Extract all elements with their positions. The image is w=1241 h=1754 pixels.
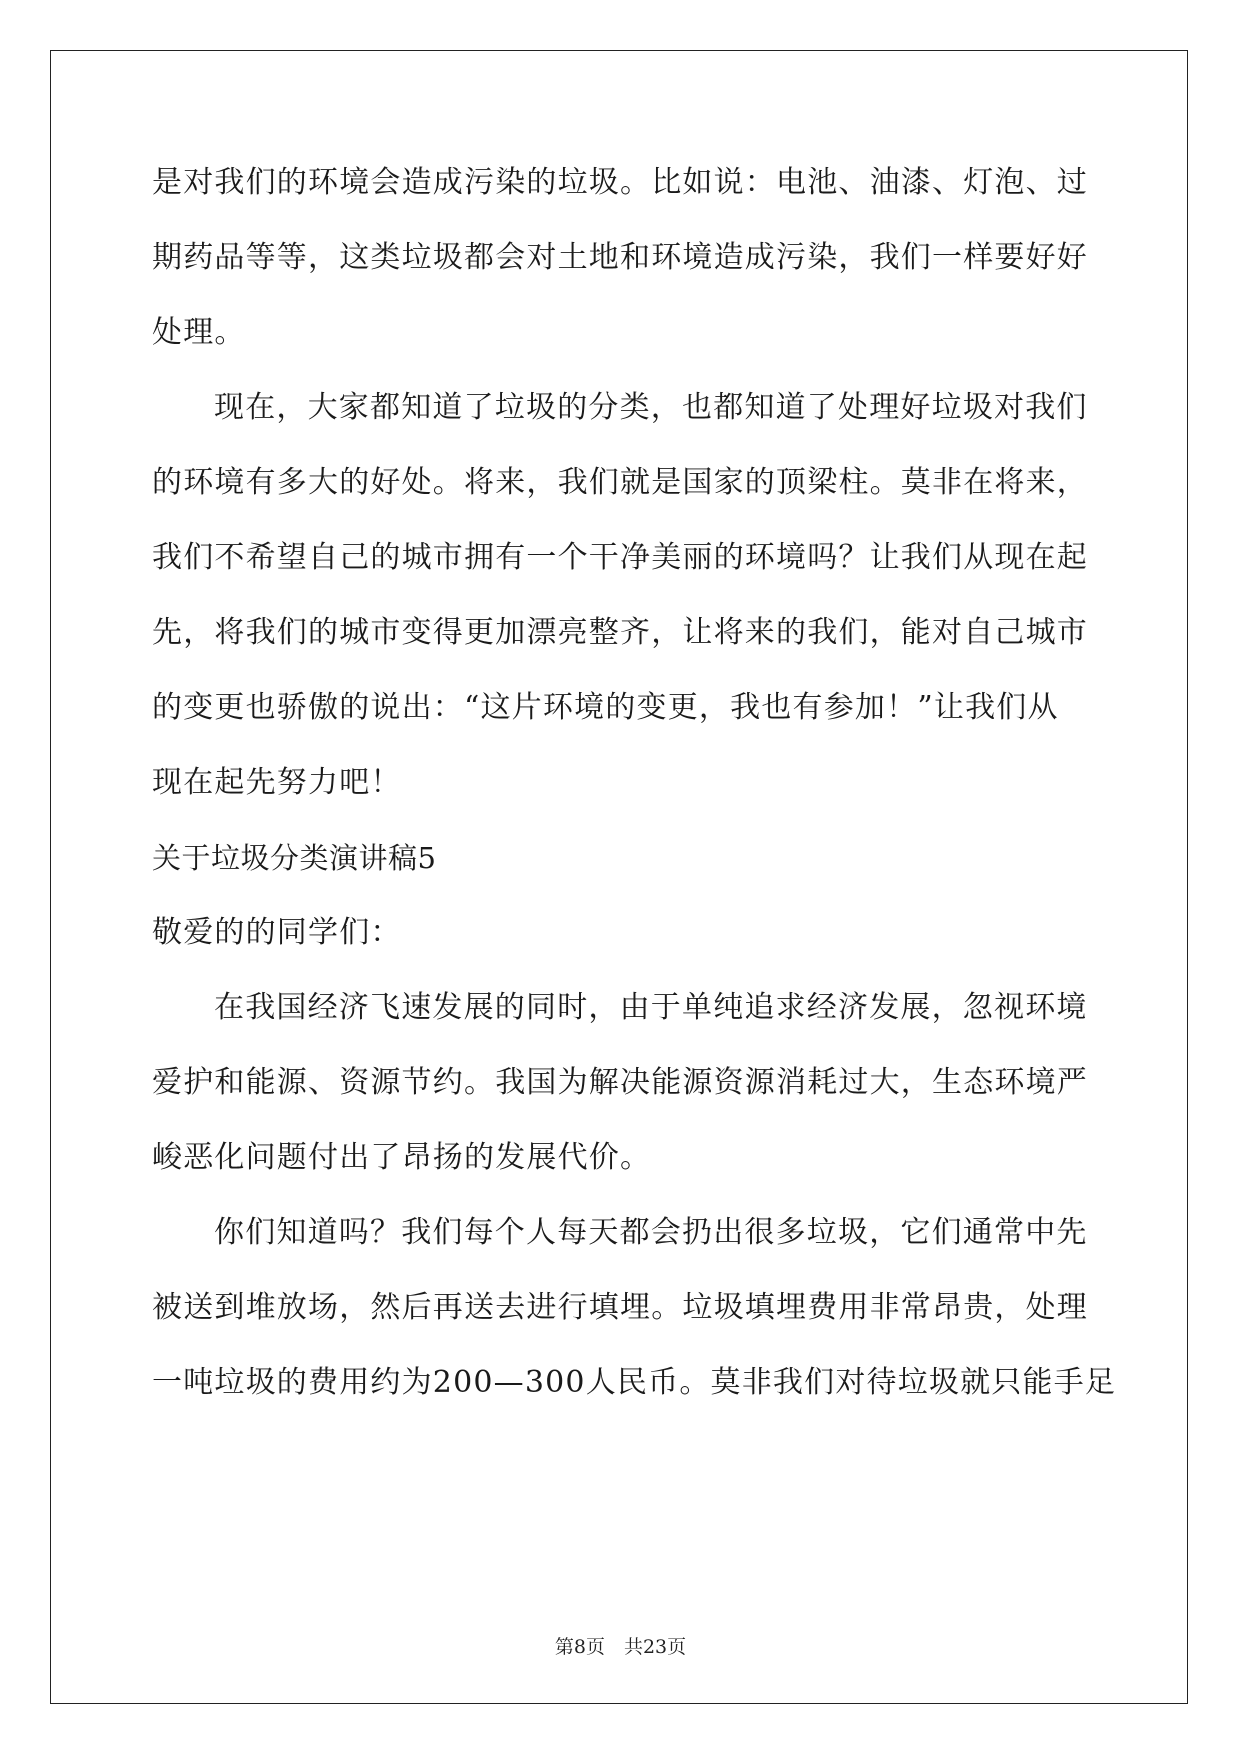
text-line: 你们知道吗？我们每个人每天都会扔出很多垃圾，它们通常中先 [214,1215,1088,1250]
text-line: 先，将我们的城市变得更加漂亮整齐，让将来的我们，能对自己城市 [152,615,1088,650]
text-line: 现在起先努力吧！ [152,765,402,800]
text-line: 现在，大家都知道了垃圾的分类，也都知道了处理好垃圾对我们 [214,390,1088,425]
text-line: 是对我们的环境会造成污染的垃圾。比如说：电池、油漆、灯泡、过 [152,165,1088,200]
page-number-footer: 第8页 共23页 [554,1636,687,1658]
salutation: 敬爱的的同学们： [152,915,402,950]
text-line: 的变更也骄傲的说出：“这片环境的变更，我也有参加！”让我们从 [152,690,1059,725]
text-line: 我们不希望自己的城市拥有一个干净美丽的环境吗？让我们从现在起 [152,540,1088,575]
text-line: 被送到堆放场，然后再送去进行填埋。垃圾填埋费用非常昂贵，处理 [152,1290,1088,1325]
text-line: 期药品等等，这类垃圾都会对土地和环境造成污染，我们一样要好好 [152,240,1088,275]
text-line: 的环境有多大的好处。将来，我们就是国家的顶梁柱。莫非在将来， [152,465,1088,500]
text-line: 处理。 [152,315,246,350]
section-heading: 关于垃圾分类演讲稿5 [152,841,437,875]
document-body [152,158,1117,1433]
text-line: 爱护和能源、资源节约。我国为解决能源资源消耗过大，生态环境严 [152,1065,1088,1100]
text-line: 在我国经济飞速发展的同时，由于单纯追求经济发展，忽视环境 [214,990,1088,1025]
text-line: 一吨垃圾的费用约为200—300人民币。莫非我们对待垃圾就只能手足 [152,1365,1117,1400]
text-line: 峻恶化问题付出了昂扬的发展代价。 [152,1140,652,1175]
